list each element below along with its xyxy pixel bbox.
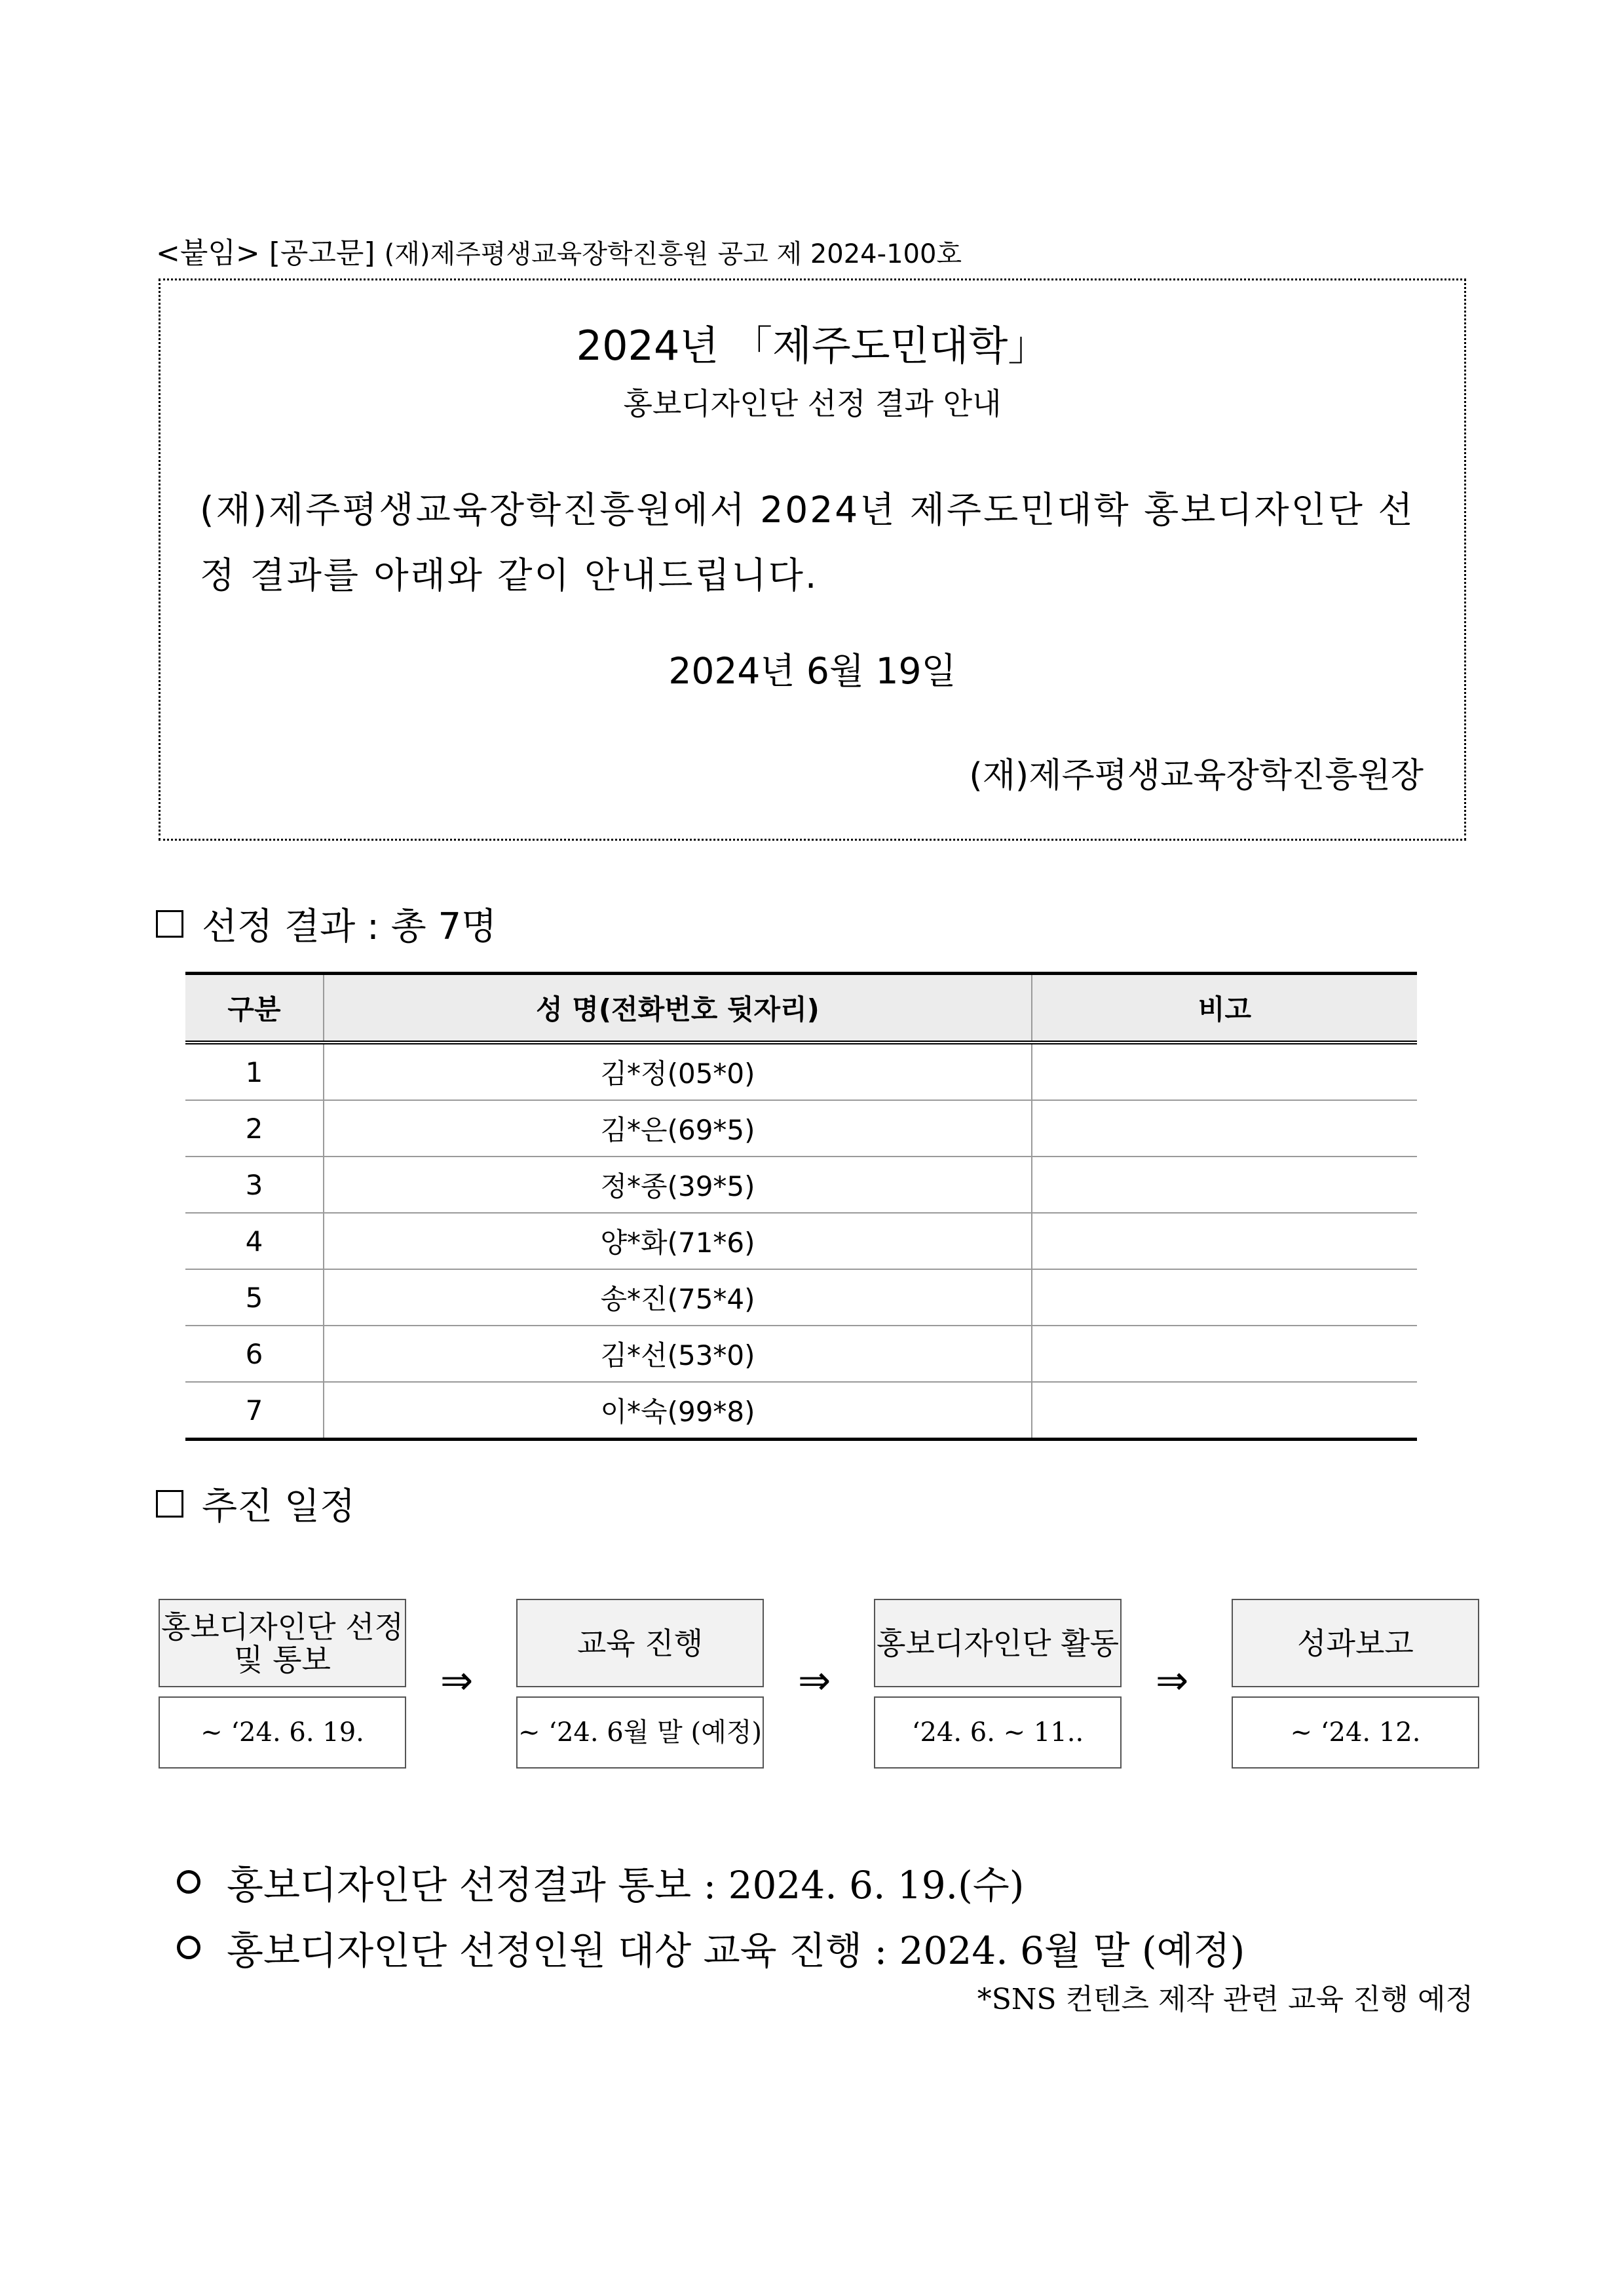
doc-type-label: [공고문] <box>269 237 375 270</box>
step-label: 성과보고 <box>1232 1599 1479 1687</box>
row-note <box>1032 1043 1417 1100</box>
row-note <box>1032 1213 1417 1269</box>
row-note <box>1032 1269 1417 1326</box>
step-label: 홍보디자인단 선정 및 통보 <box>159 1599 406 1687</box>
step-date: ‘24. 6. ~ 11.. <box>874 1696 1122 1769</box>
bullet-item <box>177 1854 1024 1909</box>
notice-body: (재)제주평생교육장학진흥원에서 2024년 제주도민대학 홍보디자인단 선정 결과를 아래와 같이 안내드립니다. <box>200 489 1415 596</box>
notice-signer: (재)제주평생교육장학진흥원장 <box>969 756 1424 795</box>
selection-title-text: 선정 결과 : 총 7명 <box>202 906 497 948</box>
step-date: ~ ‘24. 6. 19. <box>159 1696 406 1769</box>
schedule-step-2 <box>516 1599 764 1769</box>
row-no: 4 <box>185 1213 324 1269</box>
table-row <box>185 1043 1417 1100</box>
circle-bullet-icon <box>177 1870 200 1894</box>
row-note <box>1032 1326 1417 1382</box>
row-name: 김*정(05*0) <box>324 1043 1032 1100</box>
row-note <box>1032 1100 1417 1157</box>
org-name: (재)제주평생교육장학진흥원 <box>384 239 709 269</box>
bullet-item <box>177 1920 1245 1975</box>
notice-box <box>159 278 1466 841</box>
step-label: 홍보디자인단 활동 <box>874 1599 1122 1687</box>
square-bullet-icon <box>156 1490 183 1518</box>
row-no: 2 <box>185 1100 324 1157</box>
attach-label: <붙임> <box>156 237 260 270</box>
step-date: ~ ‘24. 6월 말 (예정) <box>516 1696 764 1769</box>
footnote: *SNS 컨텐츠 제작 관련 교육 진행 예정 <box>977 1983 1473 2016</box>
step-date: ~ ‘24. 12. <box>1232 1696 1479 1769</box>
table-header-row <box>185 974 1417 1043</box>
schedule-title-text: 추진 일정 <box>202 1485 356 1528</box>
bullet-text: 홍보디자인단 선정결과 통보 : 2024. 6. 19.(수) <box>227 1863 1025 1907</box>
table-row <box>185 1100 1417 1157</box>
column-header-no: 구분 <box>185 974 324 1043</box>
column-header-note: 비고 <box>1032 974 1417 1043</box>
row-no: 3 <box>185 1157 324 1213</box>
step-label: 교육 진행 <box>516 1599 764 1687</box>
row-name: 김*선(53*0) <box>324 1326 1032 1382</box>
table-row <box>185 1382 1417 1440</box>
selection-result-table <box>185 972 1417 1441</box>
selection-section-title <box>156 898 497 950</box>
row-no: 5 <box>185 1269 324 1326</box>
row-name: 정*종(39*5) <box>324 1157 1032 1213</box>
schedule-step-4 <box>1232 1599 1479 1769</box>
notice-number: 공고 제 2024-100호 <box>717 239 962 269</box>
row-no: 6 <box>185 1326 324 1382</box>
row-name: 양*화(71*6) <box>324 1213 1032 1269</box>
row-name: 송*진(75*4) <box>324 1269 1032 1326</box>
column-header-name: 성 명(전화번호 뒷자리) <box>324 974 1032 1043</box>
notice-title: 2024년 「제주도민대학」 <box>576 322 1049 370</box>
circle-bullet-icon <box>177 1936 200 1959</box>
row-no: 7 <box>185 1382 324 1440</box>
row-name: 이*숙(99*8) <box>324 1382 1032 1440</box>
square-bullet-icon <box>156 910 183 938</box>
table-row <box>185 1157 1417 1213</box>
table-row <box>185 1326 1417 1382</box>
bullet-text: 홍보디자인단 선정인원 대상 교육 진행 : 2024. 6월 말 (예정) <box>227 1928 1245 1973</box>
schedule-step-3 <box>874 1599 1122 1769</box>
schedule-step-1 <box>159 1599 406 1769</box>
table-row <box>185 1269 1417 1326</box>
row-note <box>1032 1157 1417 1213</box>
header-line <box>156 229 962 271</box>
schedule-section-title <box>156 1478 355 1530</box>
arrow-right-icon: ⇒ <box>440 1658 474 1704</box>
notice-date: 2024년 6월 19일 <box>668 650 956 692</box>
arrow-right-icon: ⇒ <box>798 1658 831 1704</box>
arrow-right-icon: ⇒ <box>1156 1658 1189 1704</box>
row-no: 1 <box>185 1043 324 1100</box>
notice-subtitle: 홍보디자인단 선정 결과 안내 <box>623 386 1002 421</box>
table-row <box>185 1213 1417 1269</box>
row-note <box>1032 1382 1417 1440</box>
row-name: 김*은(69*5) <box>324 1100 1032 1157</box>
